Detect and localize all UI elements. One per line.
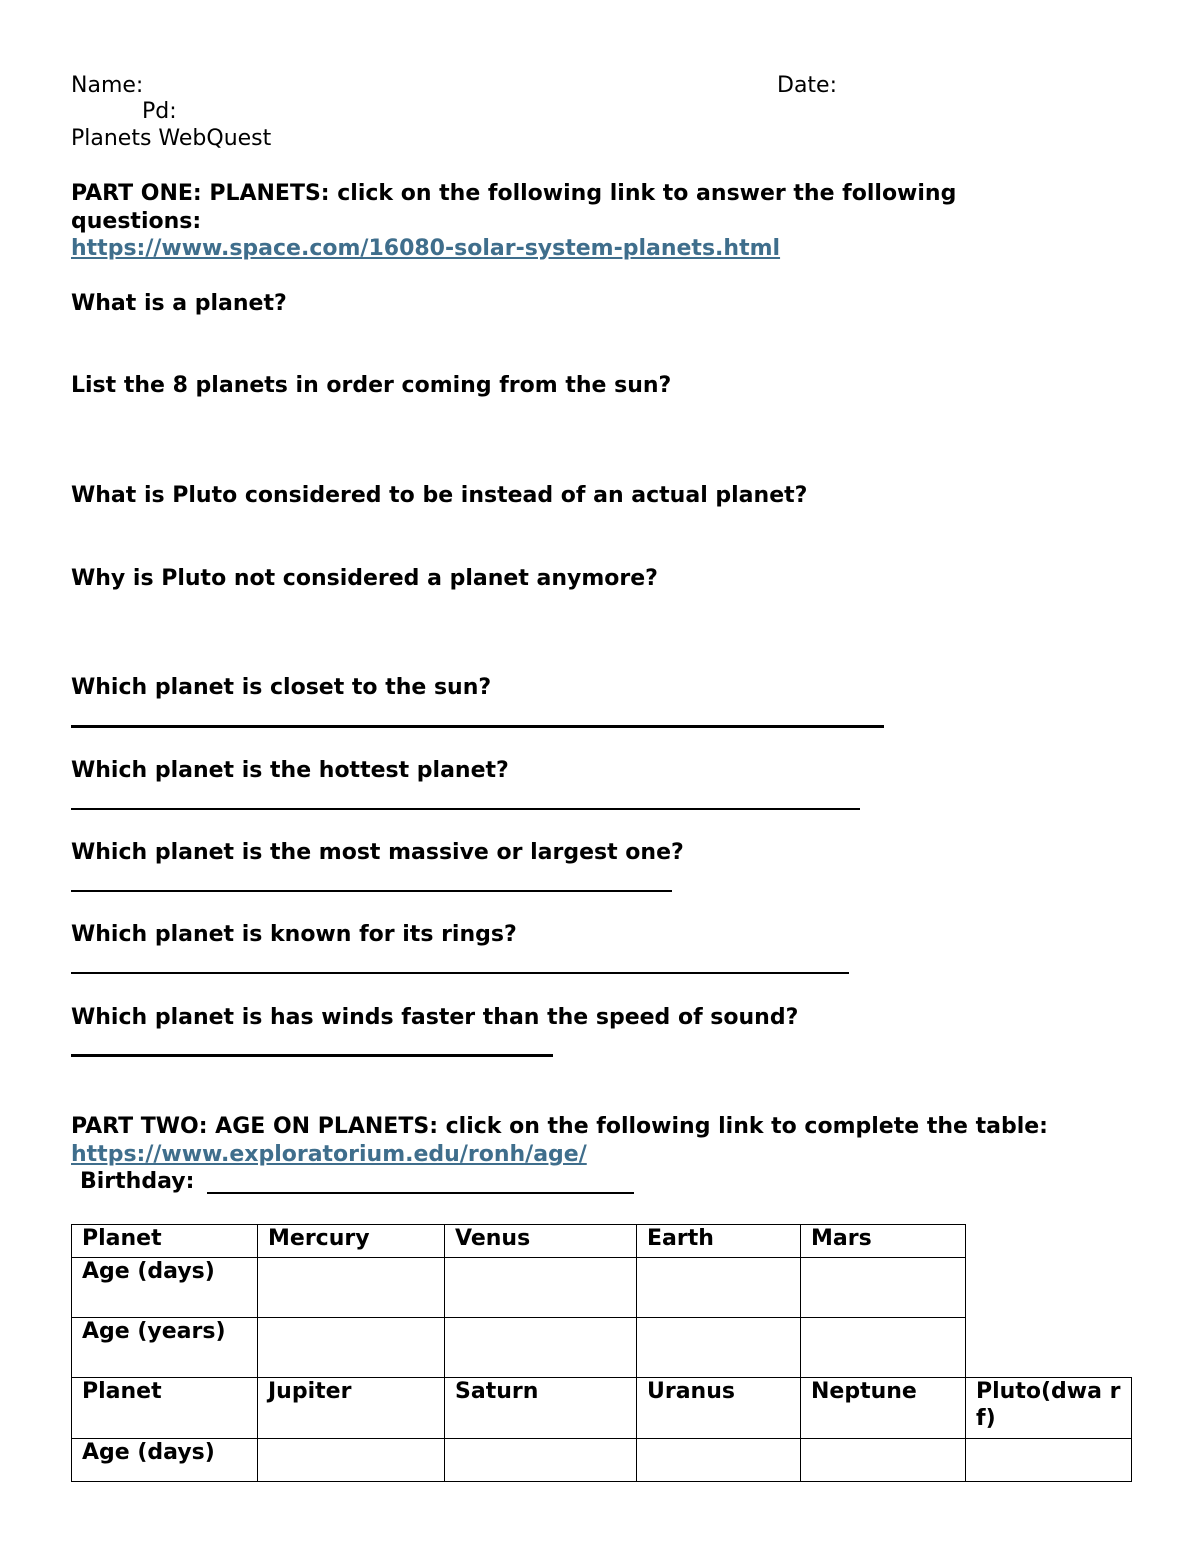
name-label: Name:	[71, 73, 144, 98]
answer-cell[interactable]	[801, 1318, 966, 1378]
answer-cell[interactable]	[637, 1318, 801, 1378]
answer-line-winds[interactable]	[71, 1054, 553, 1057]
worksheet-title: Planets WebQuest	[71, 126, 272, 151]
space-com-link[interactable]: https://www.space.com/16080-solar-system-planets.html	[71, 236, 781, 261]
answer-cell[interactable]	[445, 1318, 637, 1378]
table-header-cell: Planet	[72, 1225, 258, 1258]
answer-cell[interactable]	[637, 1258, 801, 1318]
answer-cell[interactable]	[258, 1318, 445, 1378]
date-label: Date:	[777, 73, 837, 98]
question-hottest: Which planet is the hottest planet?	[71, 758, 509, 783]
answer-cell[interactable]	[258, 1439, 445, 1482]
answer-cell[interactable]	[966, 1439, 1132, 1482]
row-label-cell: Age (days)	[72, 1439, 258, 1482]
question-closest: Which planet is closet to the sun?	[71, 675, 492, 700]
answer-cell[interactable]	[801, 1258, 966, 1318]
answer-line-hottest[interactable]	[71, 808, 860, 810]
table-header-cell: Neptune	[801, 1378, 966, 1439]
table-header-cell: Venus	[445, 1225, 637, 1258]
answer-cell[interactable]	[445, 1258, 637, 1318]
question-pluto-why: Why is Pluto not considered a planet anymore?	[71, 566, 658, 591]
question-rings: Which planet is known for its rings?	[71, 922, 517, 947]
age-table	[71, 1224, 1132, 1482]
table-row	[72, 1439, 1132, 1482]
part-two-heading: PART TWO: AGE ON PLANETS: click on the following link to complete the table:	[71, 1114, 1048, 1139]
table-header-cell: Mars	[801, 1225, 966, 1258]
empty-area	[966, 1225, 1132, 1258]
answer-cell[interactable]	[258, 1258, 445, 1318]
row-label-cell: Age (days)	[72, 1258, 258, 1318]
question-what-is-planet: What is a planet?	[71, 291, 287, 316]
question-winds: Which planet is has winds faster than the speed of sound?	[71, 1005, 799, 1030]
answer-line-closest[interactable]	[71, 725, 884, 728]
question-largest: Which planet is the most massive or largest one?	[71, 840, 684, 865]
answer-line-largest[interactable]	[71, 890, 672, 892]
birthday-label: Birthday:	[80, 1169, 195, 1194]
table-row	[72, 1225, 1132, 1258]
part-one-heading-cont: questions:	[71, 209, 202, 234]
table-row	[72, 1318, 1132, 1378]
part-one-heading: PART ONE: PLANETS: click on the following link to answer the following	[71, 181, 957, 206]
birthday-answer-line[interactable]	[207, 1192, 634, 1194]
exploratorium-link[interactable]: https://www.exploratorium.edu/ronh/age/	[71, 1142, 587, 1167]
answer-cell[interactable]	[801, 1439, 966, 1482]
question-list-planets: List the 8 planets in order coming from the sun?	[71, 373, 672, 398]
question-pluto-considered: What is Pluto considered to be instead of an actual planet?	[71, 483, 808, 508]
table-row	[72, 1378, 1132, 1439]
table-row	[72, 1258, 1132, 1318]
table-header-cell: Jupiter	[258, 1378, 445, 1439]
empty-area	[966, 1258, 1132, 1318]
table-header-cell: Uranus	[637, 1378, 801, 1439]
table-header-cell: Planet	[72, 1378, 258, 1439]
empty-area	[966, 1318, 1132, 1378]
table-header-cell: Saturn	[445, 1378, 637, 1439]
table-header-cell: Mercury	[258, 1225, 445, 1258]
table-header-cell: Pluto(dwa rf)	[966, 1378, 1132, 1439]
answer-cell[interactable]	[637, 1439, 801, 1482]
table-header-cell: Earth	[637, 1225, 801, 1258]
answer-cell[interactable]	[445, 1439, 637, 1482]
row-label-cell: Age (years)	[72, 1318, 258, 1378]
period-label: Pd:	[142, 99, 177, 124]
answer-line-rings[interactable]	[71, 972, 849, 974]
